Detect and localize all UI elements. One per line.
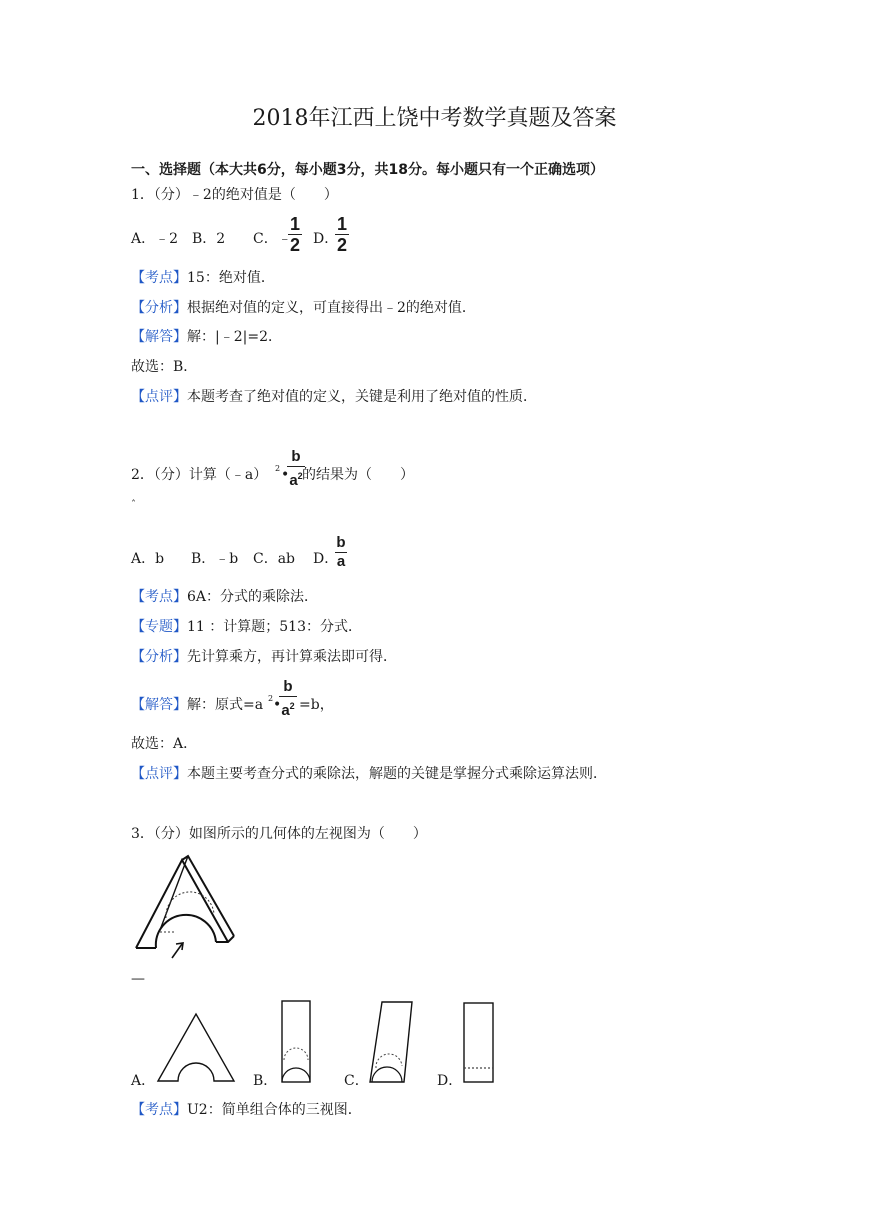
jieda-tag: 【解答】 xyxy=(131,697,187,713)
fraction-denominator: 2 xyxy=(289,235,300,255)
denominator-base: a xyxy=(289,472,298,489)
q2-jieda xyxy=(131,697,263,713)
q1-answer: 故选：B． xyxy=(131,359,198,375)
q3-stem: 3．（分）如图所示的几何体的左视图为（ ） xyxy=(131,826,427,842)
q2-option-d: D． xyxy=(313,551,339,567)
dianping-tag: 【点评】 xyxy=(131,766,187,782)
q2-stem-prefix: 2．（分）计算（﹣a） xyxy=(131,467,268,483)
q3-option-b-figure xyxy=(281,1000,311,1084)
q2-option-d-fraction xyxy=(335,534,347,571)
q3-option-a-label: A． xyxy=(131,1073,156,1089)
q2-option-a: A．b xyxy=(131,551,165,567)
fenxi-text: 先计算乘方，再计算乘法即可得． xyxy=(187,649,397,665)
kaodian-text: 15：绝对值． xyxy=(187,270,275,286)
q2-stem-dot: • xyxy=(281,467,290,483)
fraction-numerator: b xyxy=(336,534,346,551)
q2-jieda-exponent: 2 xyxy=(268,694,274,703)
q2-dianping xyxy=(131,766,607,782)
q1-kaodian xyxy=(131,270,275,286)
fraction-numerator: 1 xyxy=(336,214,347,234)
q2-stem-exponent: 2 xyxy=(275,464,281,473)
q1-fenxi xyxy=(131,300,476,316)
q1-option-c: C．﹣ xyxy=(253,231,292,247)
dianping-text: 本题考查了绝对值的定义，关键是利用了绝对值的性质． xyxy=(187,389,537,405)
q2-option-c: C．ab xyxy=(253,551,296,567)
q2-option-b: B．﹣b xyxy=(191,551,239,567)
kaodian-tag: 【考点】 xyxy=(131,270,187,286)
fenxi-tag: 【分析】 xyxy=(131,649,187,665)
section-heading: 一、选择题（本大共6分，每小题3分，共18分。每小题只有一个正确选项） xyxy=(131,162,604,178)
q3-option-a-figure xyxy=(156,1012,238,1084)
kaodian-text: U2：简单组合体的三视图． xyxy=(187,1102,362,1118)
zhuanti-text: 11 ：计算题；513：分式． xyxy=(187,619,362,635)
denominator-exponent: 2 xyxy=(289,701,295,711)
geometry-solid-figure xyxy=(130,852,245,967)
jieda-text: 解：|﹣2|=2． xyxy=(187,329,282,345)
q3-option-d-figure xyxy=(463,1002,495,1084)
jieda-tag: 【解答】 xyxy=(131,329,187,345)
q3-option-d-label: D． xyxy=(437,1073,463,1089)
fraction-numerator: 1 xyxy=(289,214,300,234)
q3-option-b-label: B． xyxy=(253,1073,278,1089)
fraction-denominator xyxy=(279,697,297,720)
q1-option-c-fraction xyxy=(288,214,302,255)
q2-jieda-result: =b， xyxy=(299,697,334,713)
q1-dianping xyxy=(131,389,537,405)
q2-fenxi xyxy=(131,649,397,665)
fraction-numerator: b xyxy=(291,448,301,465)
zhuanti-tag: 【专题】 xyxy=(131,619,187,635)
stray-mark: ˆ xyxy=(131,500,136,511)
fraction-denominator: a xyxy=(336,553,346,570)
dianping-tag: 【点评】 xyxy=(131,389,187,405)
kaodian-tag: 【考点】 xyxy=(131,1102,187,1118)
q3-option-c-label: C． xyxy=(344,1073,369,1089)
q3-kaodian xyxy=(131,1102,362,1118)
denominator-base: a xyxy=(281,702,290,719)
q2-answer: 故选：A． xyxy=(131,736,198,752)
jieda-text: 解：原式=a xyxy=(187,697,264,713)
fenxi-tag: 【分析】 xyxy=(131,300,187,316)
page-title: 2018年江西上饶中考数学真题及答案 xyxy=(252,106,617,131)
kaodian-text: 6A：分式的乘除法． xyxy=(187,589,319,605)
q1-jieda xyxy=(131,329,282,345)
q2-jieda-dot: • xyxy=(273,697,282,713)
q2-jieda-fraction xyxy=(279,678,297,720)
q3-option-c-figure xyxy=(368,1000,414,1084)
fraction-numerator: b xyxy=(283,678,293,695)
solid-arch xyxy=(156,915,216,948)
q1-option-d: D． xyxy=(313,231,339,247)
q1-stem: 1．（分）﹣2的绝对值是（ ） xyxy=(131,187,338,203)
view-direction-arrow xyxy=(172,944,182,958)
stray-dash: — xyxy=(131,971,145,987)
kaodian-tag: 【考点】 xyxy=(131,589,187,605)
fraction-denominator: 2 xyxy=(336,235,347,255)
dianping-text: 本题主要考查分式的乘除法，解题的关键是掌握分式乘除运算法则． xyxy=(187,766,607,782)
q1-option-a: A．﹣2 xyxy=(131,231,179,247)
q1-option-b: B．2 xyxy=(192,231,226,247)
q2-kaodian xyxy=(131,589,318,605)
denominator-exponent: 2 xyxy=(297,471,303,481)
q2-stem-suffix: 的结果为（ ） xyxy=(302,467,414,483)
q1-option-d-fraction xyxy=(335,214,349,255)
fenxi-text: 根据绝对值的定义，可直接得出﹣2的绝对值． xyxy=(187,300,476,316)
q2-zhuanti xyxy=(131,619,362,635)
